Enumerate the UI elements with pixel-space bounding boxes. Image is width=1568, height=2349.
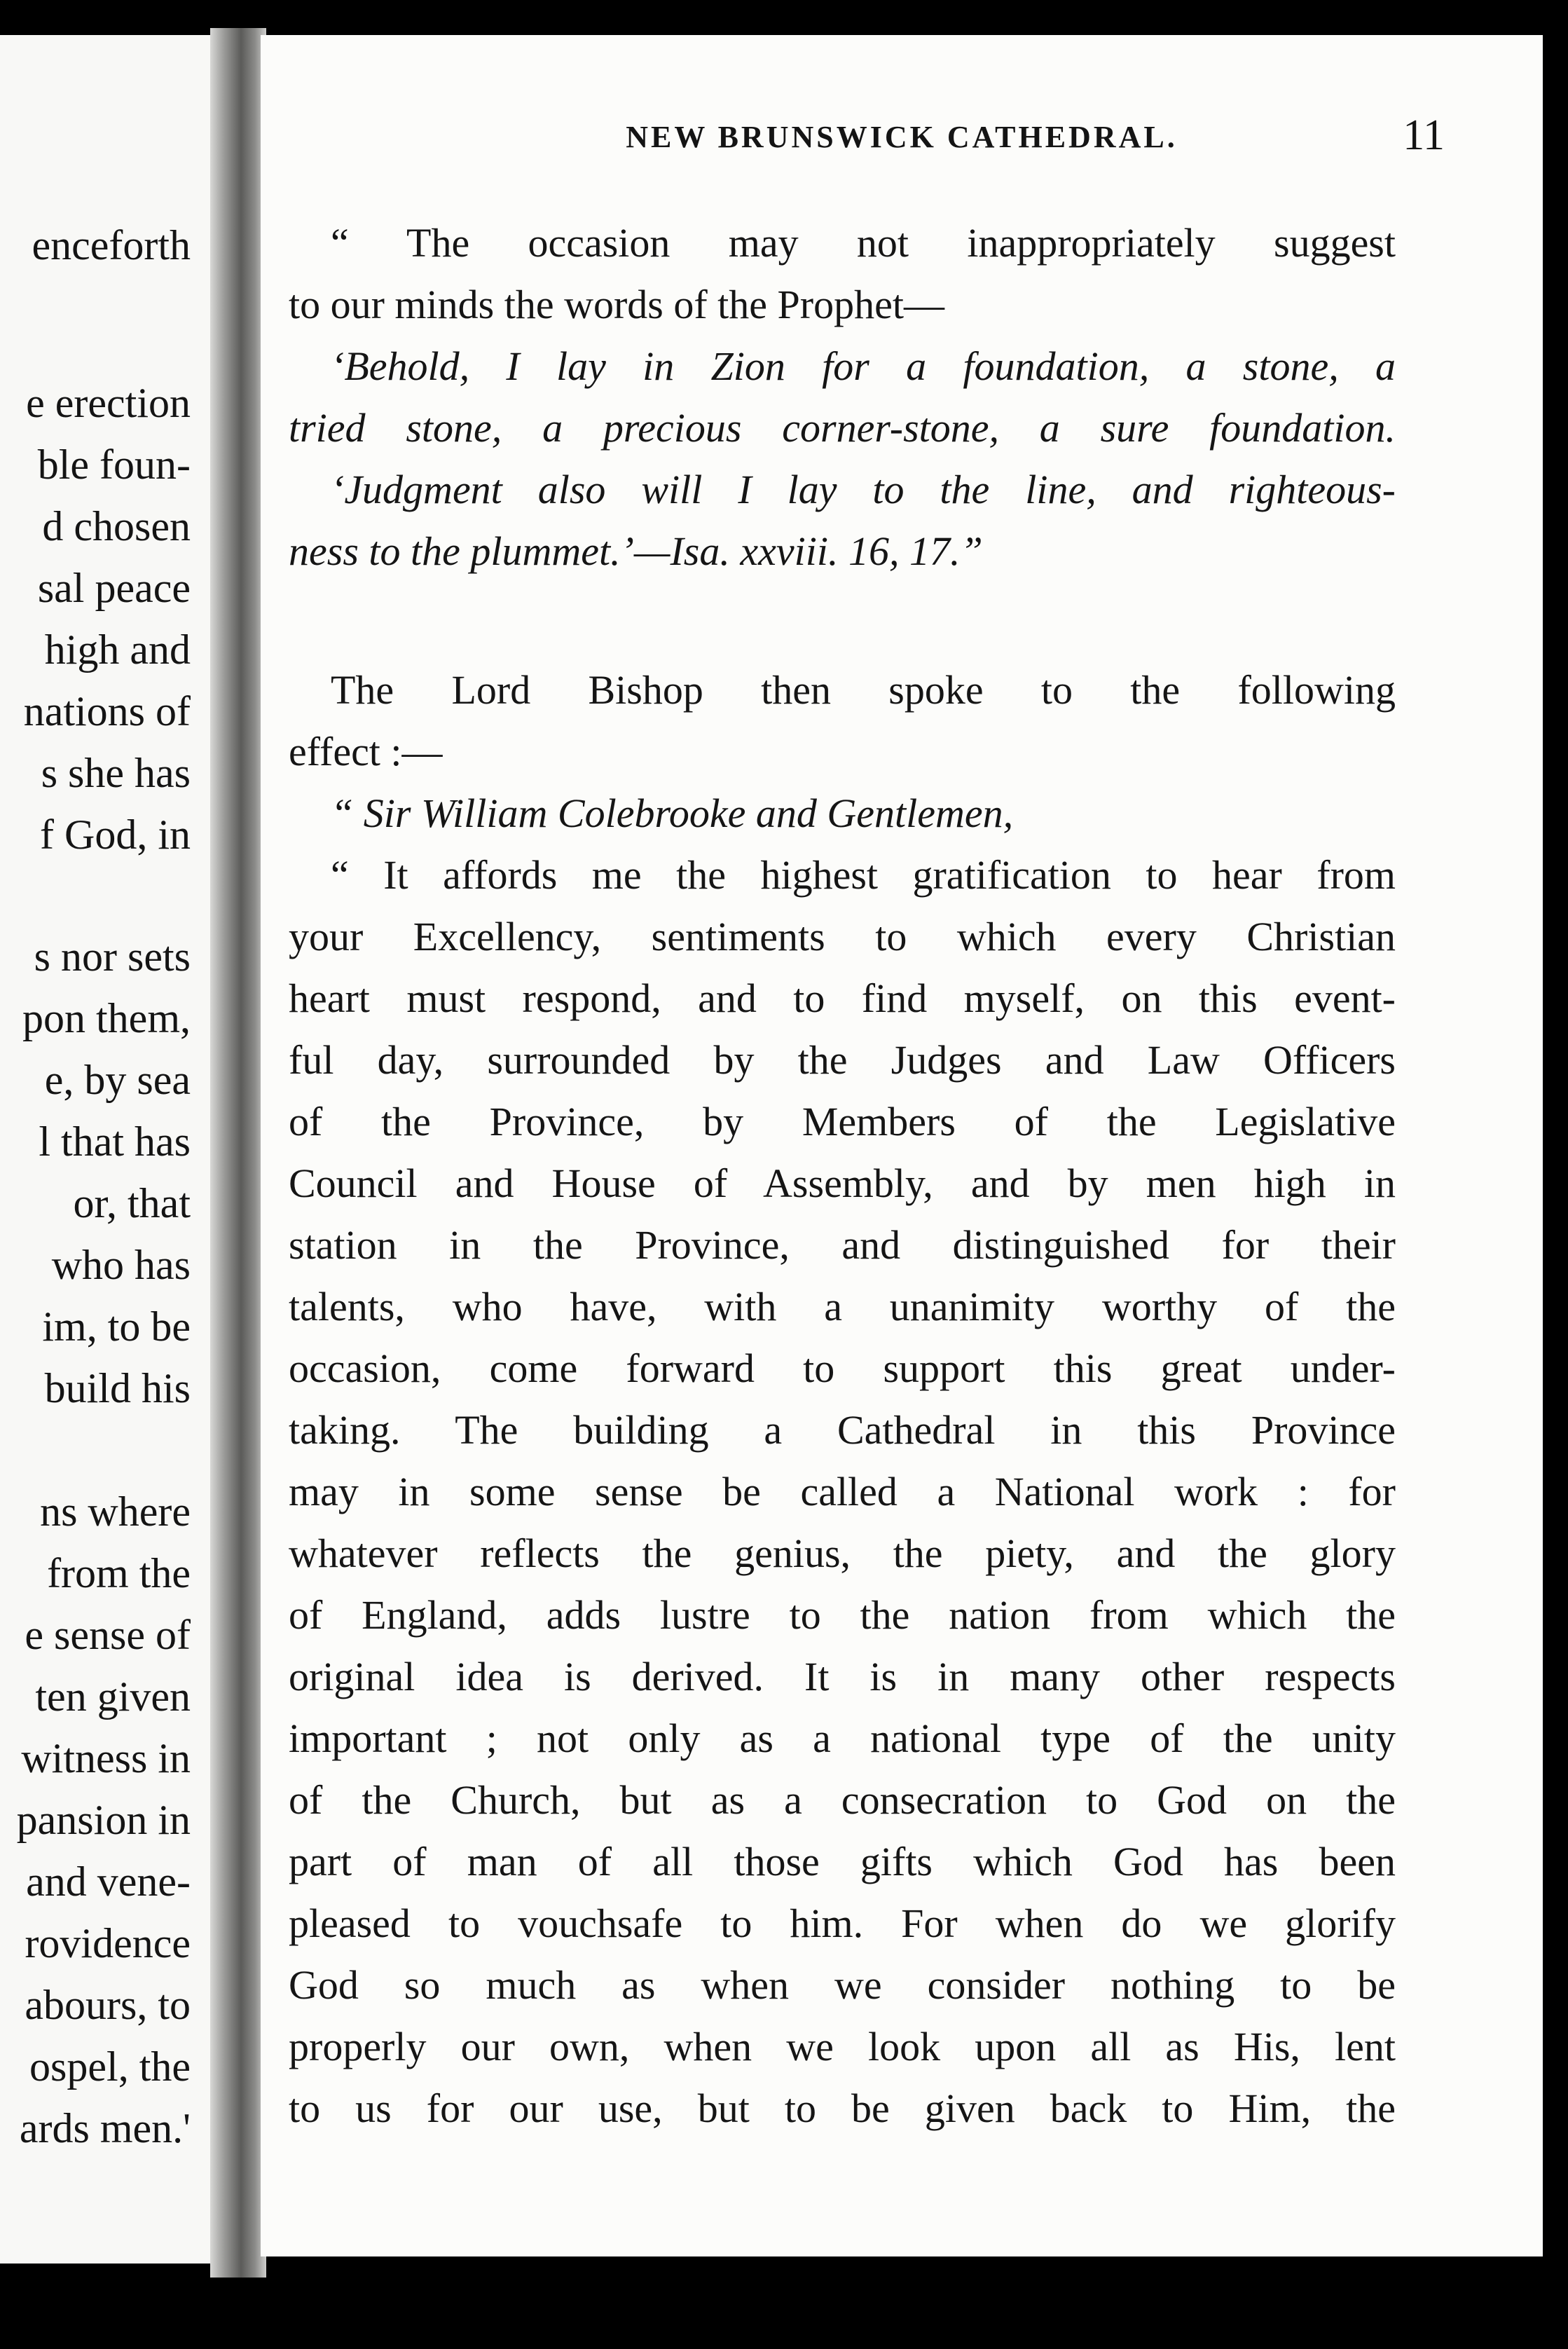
left-page-line: ospel, the (29, 2043, 191, 2090)
speech-line: whatever reflects the genius, the piety, and the glory (289, 1530, 1396, 1576)
speech-line: part of man of all those gifts which God has been (289, 1839, 1396, 1884)
left-page (0, 35, 210, 2264)
left-page-line: im, to be (42, 1303, 191, 1350)
left-page-line: ns where (40, 1488, 191, 1535)
left-page-line: rovidence (25, 1920, 191, 1966)
left-page-line: nations of (23, 688, 191, 734)
quote-line: “ The occasion may not inappropriately suggest (331, 220, 1396, 266)
scripture-line: ness to the plummet.’—Isa. xxviii. 16, 17.” (289, 528, 983, 574)
left-page-line: d chosen (42, 503, 191, 549)
speech-line: of the Church, but as a consecration to God on the (289, 1777, 1396, 1823)
speech-line: taking. The building a Cathedral in this Province (289, 1407, 1396, 1453)
salutation: “ Sir William Colebrooke and Gentlemen, (331, 790, 1014, 836)
quote-line: to our minds the words of the Prophet— (289, 282, 944, 327)
left-page-line: ards men.' (19, 2105, 191, 2151)
speech-line: important ; not only as a national type of the unity (289, 1715, 1396, 1761)
left-page-line: sal peace (37, 565, 191, 611)
book-gutter (210, 28, 266, 2278)
running-head: NEW BRUNSWICK CATHEDRAL. (626, 120, 1178, 154)
scripture-line: tried stone, a precious corner-stone, a sure foundation. (289, 405, 1396, 451)
speech-line: heart must respond, and to find myself, on this event- (289, 975, 1396, 1021)
left-page-line: e sense of (25, 1612, 191, 1658)
left-page-line: ble foun- (37, 441, 191, 488)
speech-line: talents, who have, with a unanimity worthy of the (289, 1284, 1396, 1329)
left-page-line: s nor sets (34, 933, 191, 980)
right-page (261, 35, 1543, 2256)
speech-line: ful day, surrounded by the Judges and Law Officers (289, 1037, 1396, 1083)
speech-line: “ It affords me the highest gratification to hear from (331, 852, 1396, 898)
intro-line: effect :— (289, 729, 443, 774)
speech-line: pleased to vouchsafe to him. For when do we glorify (289, 1901, 1396, 1946)
speech-line: may in some sense be called a National work : for (289, 1469, 1396, 1514)
scripture-line: ‘Judgment also will I lay to the line, and righteous- (331, 467, 1396, 512)
left-page-line: who has (51, 1242, 191, 1288)
left-page-line: ten given (35, 1673, 191, 1720)
speech-line: properly our own, when we look upon all as His, lent (289, 2024, 1396, 2069)
left-page-line: e, by sea (44, 1057, 191, 1103)
left-page-line: or, that (73, 1180, 191, 1226)
speech-line: original idea is derived. It is in many other respects (289, 1654, 1396, 1699)
left-page-line: from the (47, 1550, 191, 1596)
speech-line: to us for our use, but to be given back to Him, the (289, 2086, 1396, 2131)
left-page-line: l that has (39, 1118, 191, 1165)
speech-line: station in the Province, and distinguished for their (289, 1222, 1396, 1268)
speech-line: of England, adds lustre to the nation from which the (289, 1592, 1396, 1638)
speech-line: occasion, come forward to support this great under- (289, 1345, 1396, 1391)
scripture-line: ‘Behold, I lay in Zion for a foundation, a stone, a (331, 343, 1396, 389)
left-page-line: witness in (21, 1735, 191, 1781)
left-page-line: s she has (41, 750, 191, 796)
left-page-line: pansion in (16, 1797, 191, 1843)
left-page-line: enceforth (32, 222, 191, 268)
speech-line: Council and House of Assembly, and by men high in (289, 1160, 1396, 1206)
speech-line: your Excellency, sentiments to which every Christian (289, 914, 1396, 959)
page-number: 11 (1403, 111, 1445, 159)
speech-line: God so much as when we consider nothing to be (289, 1962, 1396, 2008)
left-page-line: build his (44, 1365, 191, 1411)
left-page-line: f God, in (40, 811, 191, 858)
left-page-line: pon them, (22, 995, 191, 1041)
left-page-line: high and (44, 626, 191, 673)
speech-line: of the Province, by Members of the Legislative (289, 1099, 1396, 1144)
intro-line: The Lord Bishop then spoke to the following (331, 667, 1396, 713)
left-page-line: abours, to (25, 1982, 191, 2028)
left-page-line: e erection (26, 380, 191, 426)
left-page-line: and vene- (26, 1858, 191, 1905)
